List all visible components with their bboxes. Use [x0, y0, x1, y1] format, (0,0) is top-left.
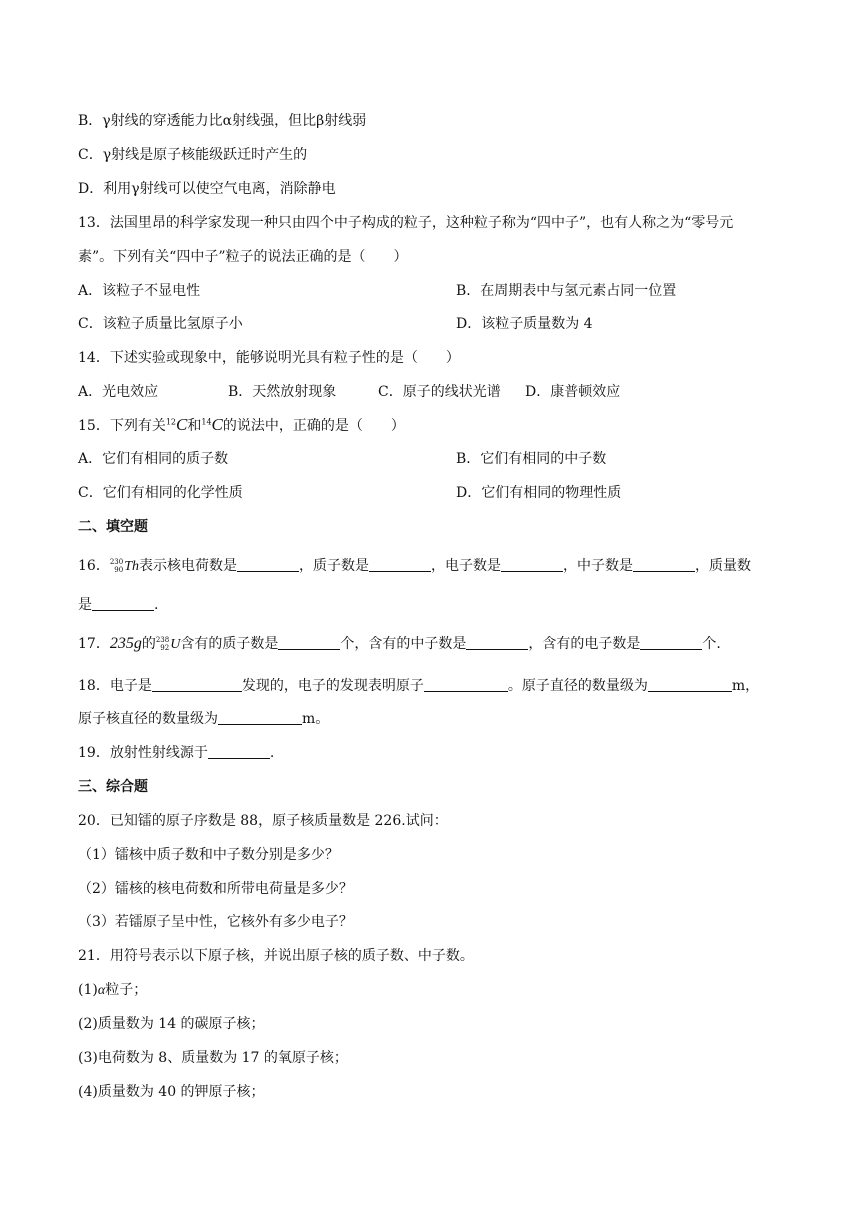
th-atomic-number: 90 [114, 566, 124, 574]
q14-option-d: D．康普顿效应 [525, 384, 621, 400]
option-c-gamma: C．γ射线是原子核能级跃迁时产生的 [78, 147, 308, 163]
q17-blank-protons[interactable] [278, 635, 340, 650]
question-13-line1: 13．法国里昂的科学家发现一种只由四个中子构成的粒子，这种粒子称为“四中子”，也有人称之为“零号元 [78, 215, 734, 231]
th-mass-number: 230 [109, 558, 124, 566]
q13-option-b: B．在周期表中与氢元素占同一位置 [456, 283, 677, 299]
q14-option-b: B．天然放射现象 [228, 384, 337, 400]
option-d-gamma: D．利用γ射线可以使空气电离，消除静电 [78, 181, 336, 197]
q17-number: 17． [78, 636, 110, 652]
thorium-nuclide-numbers [110, 558, 123, 574]
question-15-row1 [78, 449, 607, 469]
q17-de: 的 [141, 636, 156, 652]
q18-blank-conclusion[interactable] [424, 677, 508, 692]
q21-part1-text: 粒子； [105, 982, 148, 998]
q16-blank-mass[interactable] [92, 596, 154, 611]
question-15 [78, 415, 405, 436]
q18-text1: 18．电子是 [78, 678, 152, 694]
q16-text7: . [154, 597, 159, 613]
question-21-part2: (2)质量数为 14 的碳原子核； [78, 1016, 265, 1032]
alpha-symbol: α [97, 983, 106, 998]
question-16-line1 [78, 556, 751, 577]
c14-mass: 14 [201, 417, 212, 427]
question-19 [78, 743, 274, 763]
q13-option-d: D．该粒子质量数为 4 [456, 316, 593, 332]
question-20-part3: （3）若镭原子呈中性，它核外有多少电子？ [78, 914, 353, 930]
q18-blank-nucleus-diameter[interactable] [218, 710, 302, 725]
q15-option-a: A．它们有相同的质子数 [78, 451, 229, 467]
question-13-row1 [78, 281, 677, 301]
question-21: 21．用符号表示以下原子核，并说出原子核的质子数、中子数。 [78, 948, 474, 964]
q17-blank-neutrons[interactable] [466, 635, 528, 650]
question-14-options [78, 382, 621, 402]
q15-option-c: C．它们有相同的化学性质 [78, 485, 243, 501]
q18-blank-atom-diameter[interactable] [648, 677, 732, 692]
q16-blank-electrons[interactable] [501, 557, 563, 572]
option-b-gamma: B．γ射线的穿透能力比α射线强，但比β射线弱 [78, 113, 367, 129]
q18-text6: m。 [302, 711, 330, 727]
q21-part1-number: (1) [78, 982, 98, 998]
q19-text2: . [269, 745, 275, 761]
q15-option-d: D．它们有相同的物理性质 [456, 485, 622, 501]
q15-and: 和 [187, 418, 202, 434]
q17-mass-grams: 235g [109, 635, 142, 652]
q18-text5: 原子核直径的数量级为 [78, 711, 218, 727]
q16-blank-protons[interactable] [369, 557, 431, 572]
question-20-part2: （2）镭核的核电荷数和所带电荷量是多少？ [78, 881, 353, 897]
q16-number: 16． [78, 558, 110, 574]
question-15-row2 [78, 483, 622, 503]
q17-text2: 个，含有的中子数是 [340, 636, 467, 652]
u-element-symbol: U [170, 637, 181, 652]
q18-text4: m， [731, 678, 760, 694]
c12-element: C [176, 415, 188, 434]
question-16-line2 [78, 595, 158, 615]
q19-blank-source[interactable] [208, 744, 270, 759]
q15-suffix: 的说法中，正确的是（ ） [222, 418, 405, 434]
c14-element: C [211, 415, 223, 434]
q15-option-b: B．它们有相同的中子数 [456, 451, 607, 467]
q16-text2: ，质子数是 [299, 558, 369, 574]
q17-text3: ，含有的电子数是 [528, 636, 641, 652]
question-14: 14．下述实验或现象中，能够说明光具有粒子性的是（ ） [78, 350, 460, 366]
q14-option-c: C．原子的线状光谱 [378, 384, 501, 400]
u-mass-number: 238 [155, 636, 170, 644]
question-17 [78, 634, 721, 655]
q17-text1: 含有的质子数是 [180, 636, 279, 652]
section-fill-in-heading: 二、填空题 [78, 519, 148, 535]
question-21-part4: (4)质量数为 40 的钾原子核； [78, 1084, 265, 1100]
q16-blank-charge[interactable] [237, 557, 299, 572]
question-20-part1: （1）镭核中质子数和中子数分别是多少？ [78, 847, 339, 863]
question-21-part3: (3)电荷数为 8、质量数为 17 的氧原子核； [78, 1050, 348, 1066]
q18-text3: 。原子直径的数量级为 [507, 678, 648, 694]
question-18-line2 [78, 709, 329, 729]
question-20: 20．已知镭的原子序数是 88，原子核质量数是 226.试问： [78, 813, 448, 829]
question-13-row2 [78, 314, 593, 334]
u-atomic-number: 92 [160, 644, 170, 652]
th-element-symbol: Th [124, 559, 139, 574]
q17-blank-electrons[interactable] [640, 635, 702, 650]
q17-text4: 个. [702, 636, 721, 652]
carbon-14-symbol [201, 415, 223, 436]
section-comprehensive-heading: 三、综合题 [78, 779, 148, 795]
q19-text1: 19．放射性射线源于 [78, 745, 208, 761]
q13-option-c: C．该粒子质量比氢原子小 [78, 316, 243, 332]
q14-option-a: A．光电效应 [78, 384, 159, 400]
question-18-line1 [78, 676, 759, 696]
q16-text5: ，质量数 [695, 558, 751, 574]
q16-text1: 表示核电荷数是 [139, 558, 237, 574]
question-13-line2: 素”。下列有关“四中子”粒子的说法正确的是（ ） [78, 249, 408, 265]
q16-text6: 是 [78, 597, 92, 613]
q16-blank-neutrons[interactable] [633, 557, 695, 572]
c12-mass: 12 [165, 417, 177, 427]
q18-text2: 发现的，电子的发现表明原子 [241, 678, 424, 694]
uranium-nuclide-numbers [156, 636, 169, 652]
q15-prefix: 15．下列有关 [78, 418, 166, 434]
q16-text4: ，中子数是 [563, 558, 633, 574]
q18-blank-discoverer[interactable] [152, 677, 242, 692]
question-21-part1 [78, 980, 147, 1001]
q13-option-a: A．该粒子不显电性 [78, 283, 201, 299]
carbon-12-symbol [166, 415, 188, 436]
q16-text3: ，电子数是 [431, 558, 501, 574]
